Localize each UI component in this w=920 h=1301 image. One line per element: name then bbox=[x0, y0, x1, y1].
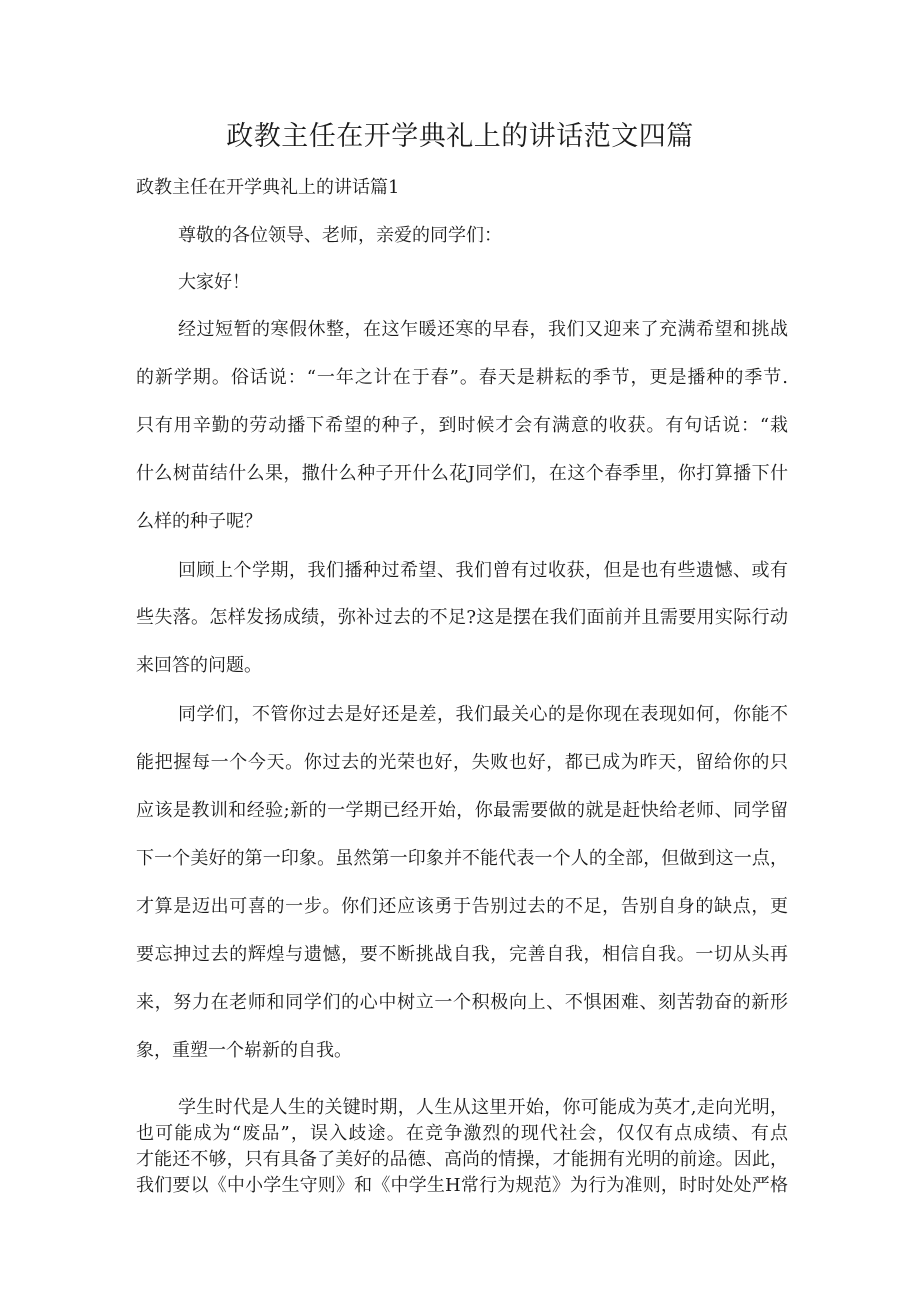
body-line: 才能还不够，只有具备了美好的品德、高尚的情操，才能拥有光明的前途。因此， bbox=[136, 1149, 788, 1170]
body-line: 什么树苗结什么果，撒什么种子开什么花J同学们，在这个春季里，你打算播下什 bbox=[136, 463, 788, 484]
body-line: 来回答的问题。 bbox=[136, 655, 262, 676]
body-line: 下一个美好的第一印象。虽然第一印象并不能代表一个人的全部，但做到这一点， bbox=[136, 848, 788, 869]
body-line: 要忘抻过去的辉煌与遗憾，要不断挑战自我，完善自我，相信自我。一切从头再 bbox=[136, 944, 788, 965]
body-line: 我们要以《中小学生守则》和《中学生H常行为规范》为行为准则，时时处处严格 bbox=[136, 1175, 788, 1196]
section-heading: 政教主任在开学典礼上的讲话篇1 bbox=[136, 177, 400, 198]
body-line: 象，重塑一个崭新的自我。 bbox=[136, 1040, 352, 1061]
body-line: 学生时代是人生的关键时期，人生从这里开始，你可能成为英才,走向光明， bbox=[178, 1097, 788, 1118]
body-line: 经过短暂的寒假休整，在这乍暖还寒的早春，我们又迎来了充满希望和挑战 bbox=[178, 319, 788, 340]
body-line: 尊敬的各位领导、老师，亲爱的同学们： bbox=[178, 225, 502, 246]
body-line: 大家好！ bbox=[178, 272, 250, 293]
document-title: 政教主任在开学典礼上的讲话范文四篇 bbox=[226, 121, 694, 152]
body-line: 应该是教训和经验;新的一学期已经开始，你最需要做的就是赶快给老师、同学留 bbox=[136, 800, 788, 821]
body-line: 么样的种子呢？ bbox=[136, 511, 262, 532]
body-line: 的新学期。俗话说：“一年之计在于春”。春天是耕耘的季节，更是播种的季节. bbox=[136, 367, 788, 388]
body-line: 些失落。怎样发扬成绩，弥补过去的不足?这是摆在我们面前并且需要用实际行动 bbox=[136, 607, 788, 628]
body-line: 只有用辛勤的劳动播下希望的种子，到时候才会有满意的收获。有句话说：“栽 bbox=[136, 415, 788, 436]
body-line: 同学们，不管你过去是好还是差，我们最关心的是你现在表现如何，你能不 bbox=[178, 704, 788, 725]
body-line: 回顾上个学期，我们播种过希望、我们曾有过收获，但是也有些遗憾、或有 bbox=[178, 560, 788, 581]
body-line: 能把握每一个今天。你过去的光荣也好，失败也好，都已成为昨天，留给你的只 bbox=[136, 752, 788, 773]
body-line: 来，努力在老师和同学们的心中树立一个积极向上、不惧困难、刻苦勃奋的新形 bbox=[136, 992, 788, 1013]
body-line: 才算是迈出可喜的一步。你们还应该勇于告别过去的不足，告别自身的缺点，更 bbox=[136, 896, 788, 917]
body-line: 也可能成为“废品”，误入歧途。在竞争激烈的现代社会，仅仅有点成绩、有点 bbox=[136, 1123, 788, 1144]
